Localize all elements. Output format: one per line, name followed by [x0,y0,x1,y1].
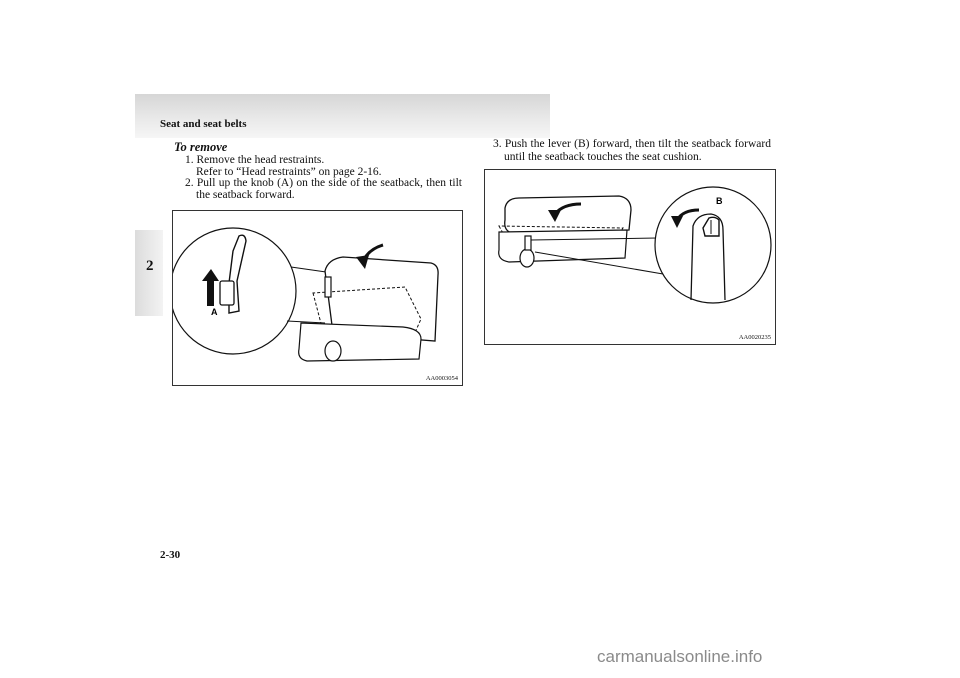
step-3-line-1: 3. Push the lever (B) forward, then tilt the seatback forward [493,138,771,150]
page-number: 2-30 [160,549,181,561]
seat-illustration-knob [173,211,464,387]
callout-b: B [716,196,723,206]
seat-illustration-lever [485,170,777,346]
callout-a: A [211,307,218,317]
step-1-line-2: Refer to “Head restraints” on page 2-16. [196,166,382,178]
figure-lever-b [484,169,776,345]
section-title: To remove [174,140,228,154]
header-band [135,94,550,138]
step-3-line-2: until the seatback touches the seat cushion. [504,151,702,163]
step-1-line-1: 1. Remove the head restraints. [185,154,325,166]
running-header: Seat and seat belts [160,118,247,130]
figure-knob-a [172,210,463,386]
figure-code: AA0003054 [425,375,458,382]
step-2-line-2: the seatback forward. [196,189,295,201]
step-2-line-1: 2. Pull up the knob (A) on the side of the seatback, then tilt [185,177,462,189]
figure-code: AA0020235 [738,334,771,341]
chapter-number: 2 [146,258,154,274]
watermark-link[interactable]: carmanualsonline.info [597,647,763,666]
